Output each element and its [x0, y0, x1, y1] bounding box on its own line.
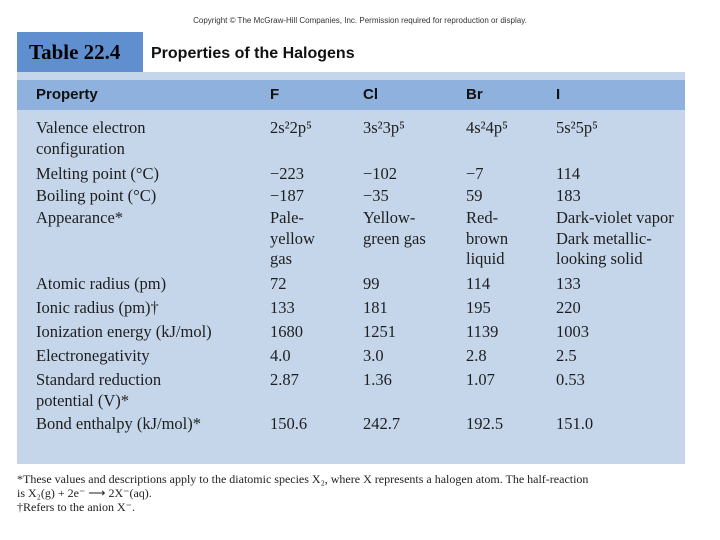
cell-fluorine: Pale-yellow gas — [270, 208, 315, 268]
cell-fluorine: −223 — [270, 164, 305, 183]
cell-chlorine: 3.0 — [363, 346, 384, 365]
cell-iodine: 220 — [556, 298, 581, 317]
cell-iodine: 133 — [556, 274, 581, 293]
cell-iodine: 0.53 — [556, 370, 585, 389]
cell-bromine: 1.07 — [466, 370, 495, 389]
cell-fluorine: 2.87 — [270, 370, 299, 389]
cell-chlorine: 99 — [363, 274, 380, 293]
cell-bromine: 59 — [466, 186, 483, 205]
header-property: Property — [36, 86, 98, 103]
cell-chlorine: Yellow-green gas — [363, 208, 426, 248]
cell-fluorine: 2s²2p⁵ — [270, 118, 312, 137]
cell-iodine: 2.5 — [556, 346, 577, 365]
cell-chlorine: 181 — [363, 298, 388, 317]
table-header-row — [17, 80, 685, 110]
row-label: Ionic radius (pm)† — [36, 298, 159, 317]
cell-fluorine: 1680 — [270, 322, 303, 341]
row-label: Melting point (°C) — [36, 164, 160, 183]
table-row — [17, 274, 685, 298]
cell-bromine: 4s²4p⁵ — [466, 118, 508, 137]
row-label: Electronegativity — [36, 346, 150, 365]
row-label: Bond enthalpy (kJ/mol)* — [36, 414, 201, 433]
table-title-bar — [17, 32, 685, 72]
table-body — [17, 118, 685, 438]
cell-chlorine: 3s²3p⁵ — [363, 118, 405, 137]
footnote-anion: †Refers to the anion X⁻. — [17, 500, 135, 514]
cell-bromine: 2.8 — [466, 346, 487, 365]
cell-bromine: 1139 — [466, 322, 499, 341]
cell-chlorine: −35 — [363, 186, 389, 205]
cell-bromine: 195 — [466, 298, 491, 317]
row-label: Standard reduction potential (V)* — [36, 370, 162, 410]
cell-fluorine: 4.0 — [270, 346, 291, 365]
cell-iodine: 114 — [556, 164, 581, 183]
cell-chlorine: −102 — [363, 164, 398, 183]
row-label: Boiling point (°C) — [36, 186, 157, 205]
table-row — [17, 208, 685, 274]
cell-iodine: 151.0 — [556, 414, 594, 433]
cell-bromine: Red-brown liquid — [466, 208, 509, 268]
table-row — [17, 118, 685, 164]
table-number: Table 22.4 — [17, 32, 143, 72]
table-row — [17, 346, 685, 370]
copyright-notice: Copyright © The McGraw-Hill Companies, Inc. Permission required for reproduction or display. — [193, 16, 527, 25]
row-label: Atomic radius (pm) — [36, 274, 167, 293]
table-row — [17, 322, 685, 346]
table-row — [17, 370, 685, 414]
cell-fluorine: 133 — [270, 298, 295, 317]
table-title: Properties of the Halogens — [151, 45, 355, 62]
table-row — [17, 164, 685, 186]
cell-bromine: 192.5 — [466, 414, 504, 433]
cell-iodine: Dark-violet vapor Dark metallic-looking solid — [556, 208, 674, 268]
cell-iodine: 183 — [556, 186, 581, 205]
table-panel — [17, 32, 685, 464]
row-label: Appearance* — [36, 208, 124, 227]
cell-chlorine: 1.36 — [363, 370, 392, 389]
cell-chlorine: 1251 — [363, 322, 396, 341]
table-footnotes — [17, 472, 707, 514]
cell-fluorine: 150.6 — [270, 414, 308, 433]
cell-fluorine: 72 — [270, 274, 287, 293]
table-row — [17, 414, 685, 438]
table-row — [17, 186, 685, 208]
header-chlorine: Cl — [363, 86, 378, 103]
cell-iodine: 1003 — [556, 322, 589, 341]
cell-fluorine: −187 — [270, 186, 305, 205]
header-bromine: Br — [466, 86, 483, 103]
header-iodine: I — [556, 86, 561, 103]
table-row — [17, 298, 685, 322]
footnote-diatomic: *These values and descriptions apply to the diatomic species X₂, where X represents a halogen atom. The half-reaction — [17, 472, 589, 486]
cell-bromine: 114 — [466, 274, 491, 293]
footnote-half-reaction: is X₂(g) + 2e⁻ ⟶ 2X⁻(aq). — [17, 486, 152, 500]
row-label: Valence electron configuration — [36, 118, 146, 158]
cell-bromine: −7 — [466, 164, 484, 183]
row-label: Ionization energy (kJ/mol) — [36, 322, 212, 341]
cell-chlorine: 242.7 — [363, 414, 401, 433]
cell-iodine: 5s²5p⁵ — [556, 118, 598, 137]
header-fluorine: F — [270, 86, 280, 103]
